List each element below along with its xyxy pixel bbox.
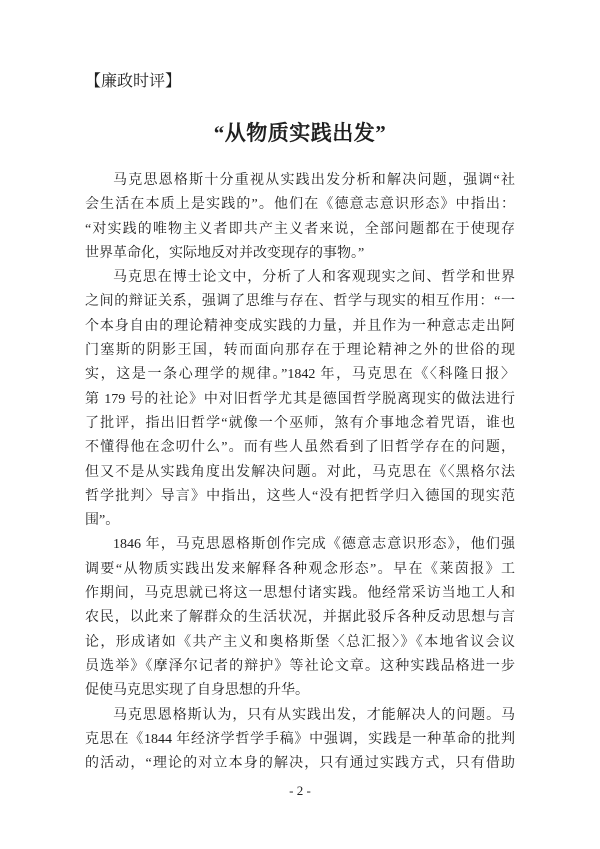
text-line: 世界革命化，实际地反对并改变现存的事物。”: [85, 245, 365, 261]
text-line: 员选举》《摩泽尔记者的辩护》等社论文章。这种实践品格进一步: [85, 658, 515, 674]
text-line: 论，形成诸如《共产主义和奥格斯堡〈总汇报〉》《本地省议会议: [85, 634, 515, 650]
text-line: “对实践的唯物主义者即共产主义者来说，全部问题都在于使现存: [85, 221, 515, 237]
text-line: 的活动，“理论的对立本身的解决，只有通过实践方式，只有借助: [85, 756, 515, 772]
text-line: 个本身自由的理论精神变成实践的力量，并且作为一种意志走出阿: [85, 318, 515, 334]
text-line: 1846 年，马克思恩格斯创作完成《德意志意识形态》，他们强: [113, 537, 515, 553]
text-line: 实，这是一条心理学的规律。”1842 年，马克思在《〈科隆日报〉: [85, 367, 515, 383]
text-line: 哲学批判〉导言》中指出，这些人“没有把哲学归入德国的现实范: [85, 488, 515, 504]
document-body: [85, 169, 515, 776]
text-line: 第 179 号的社论》中对旧哲学尤其是德国哲学脱离现实的做法进行: [85, 391, 515, 407]
text-line: 了批评，指出旧哲学“就像一个巫师，煞有介事地念着咒语，谁也: [85, 415, 515, 431]
section-tag: 【廉政时评】: [85, 73, 182, 90]
text-line: 马克思恩格斯十分重视从实践出发分析和解决问题，强调“社: [113, 173, 515, 188]
text-line: 门塞斯的阴影王国，转而面向那存在于理论精神之外的世俗的现: [85, 343, 515, 359]
text-line: 围”。: [85, 513, 120, 529]
text-line: 作期间，马克思就已将这一思想付诸实践。他经常采访当地工人和: [85, 586, 515, 602]
text-line: 克思在《1844 年经济学哲学手稿》中强调，实践是一种革命的批判: [85, 731, 515, 747]
text-line: 调要“从物质实践出发来解释各种观念形态”。早在《莱茵报》工: [85, 561, 515, 577]
text-line: 马克思恩格斯认为，只有从实践出发，才能解决人的问题。马: [113, 707, 515, 723]
text-line: 农民，以此来了解群众的生活状况，并据此驳斥各种反动思想与言: [85, 610, 515, 626]
text-line: 之间的辩证关系，强调了思维与存在、哲学与现实的相互作用：“一: [85, 294, 515, 310]
text-line: 但又不是从实践角度出发解决问题。对此，马克思在《〈黑格尔法: [85, 464, 515, 480]
text-line: 会生活在本质上是实践的”。他们在《德意志意识形态》中指出：: [85, 197, 515, 213]
page-title: “从物质实践出发”: [213, 121, 387, 145]
text-line: 不懂得他在念叨什么”。而有些人虽然看到了旧哲学存在的问题，: [85, 440, 515, 456]
text-line: 促使马克思实现了自身思想的升华。: [85, 683, 309, 699]
page-number: - 2 -: [289, 783, 311, 798]
text-line: 马克思在博士论文中，分析了人和客观现实之间、哲学和世界: [113, 270, 515, 286]
